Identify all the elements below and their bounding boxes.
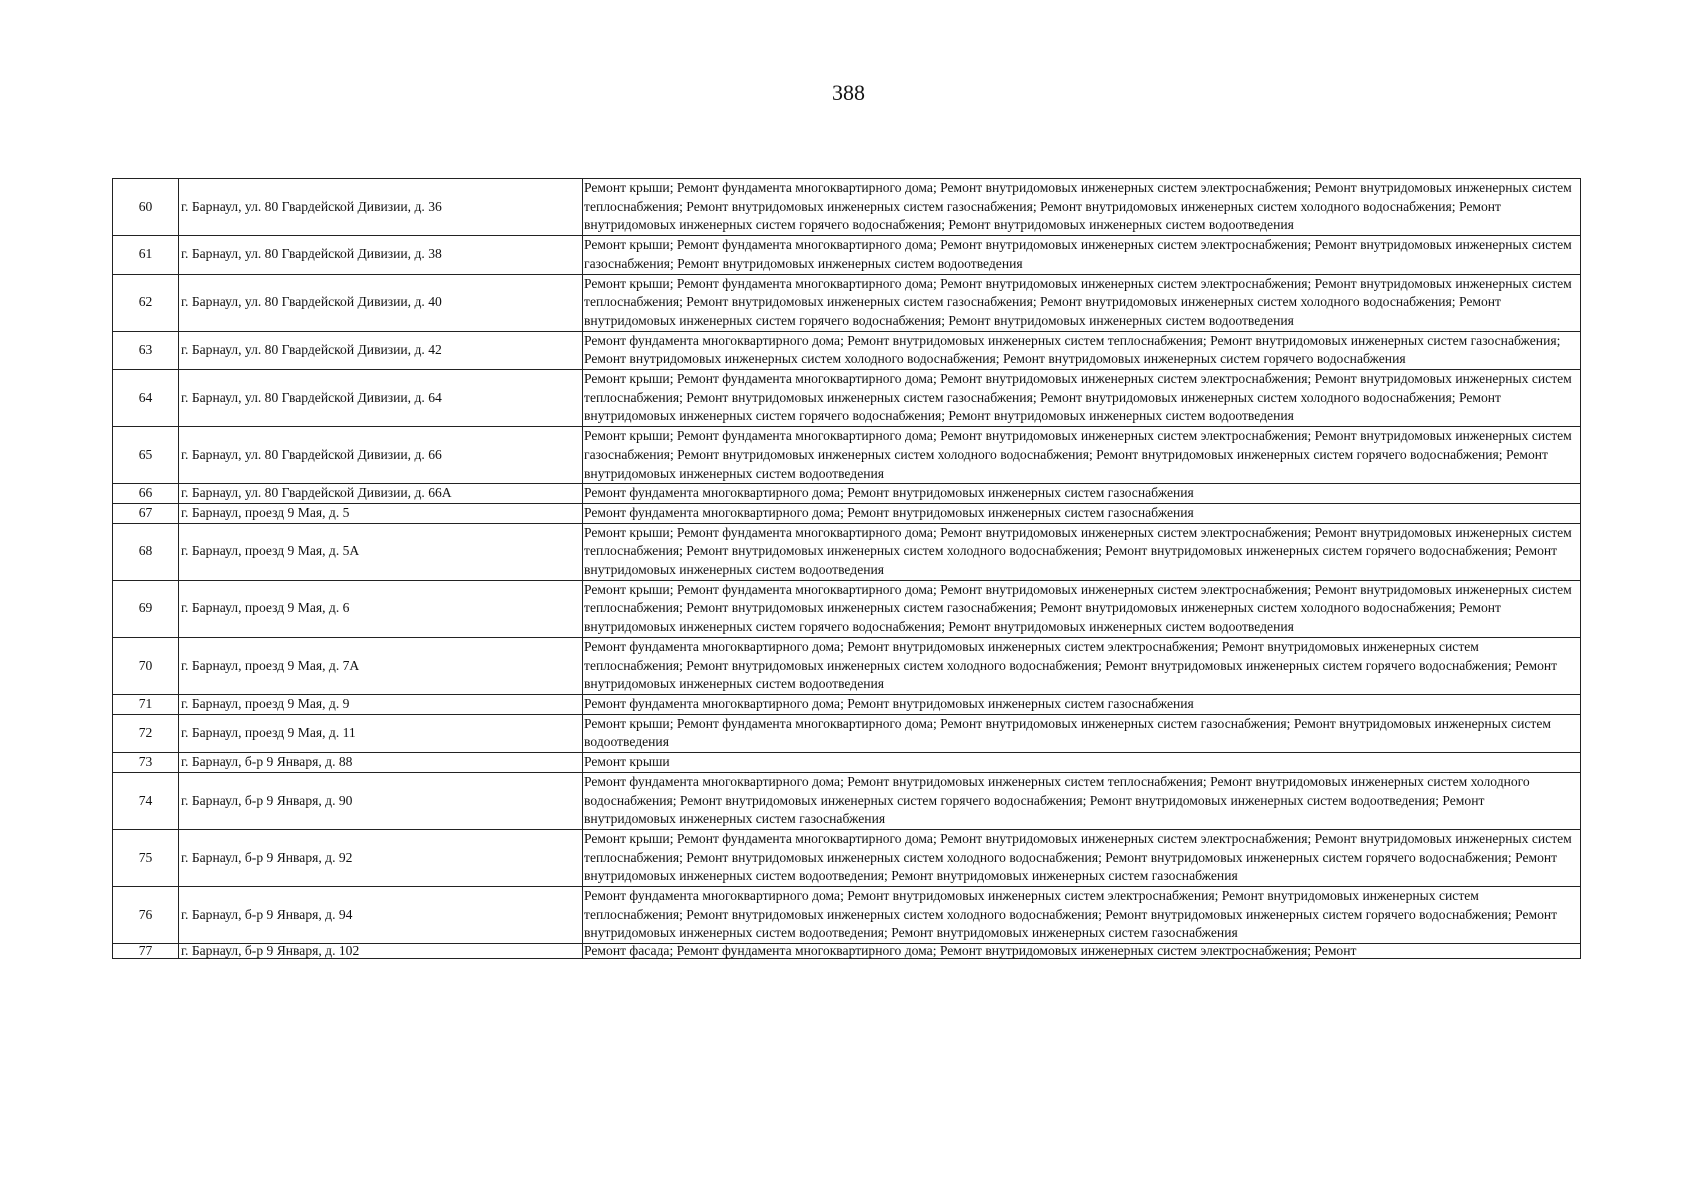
table-row bbox=[113, 694, 1581, 714]
row-number: 66 bbox=[113, 484, 179, 504]
row-number: 71 bbox=[113, 694, 179, 714]
row-works: Ремонт крыши; Ремонт фундамента многоквартирного дома; Ремонт внутридомовых инженерных систем электроснабжения; Ремонт внутридомовых инженерных систем теплоснабжения; Ремонт внутридомовых инженерных систем газоснабжения; Ремонт внутридомовых инженерных систем холодного водоснабжения; Ремонт внутридомовых инженерных систем горячего водоснабжения; Ремонт внутридомовых инженерных систем водоотведения bbox=[583, 580, 1581, 637]
row-address: г. Барнаул, ул. 80 Гвардейской Дивизии, д. 66 bbox=[179, 427, 583, 484]
row-number: 75 bbox=[113, 829, 179, 886]
table-row bbox=[113, 523, 1581, 580]
row-number: 72 bbox=[113, 714, 179, 752]
row-works: Ремонт крыши bbox=[583, 753, 1581, 773]
row-works: Ремонт крыши; Ремонт фундамента многоквартирного дома; Ремонт внутридомовых инженерных систем электроснабжения; Ремонт внутридомовых инженерных систем теплоснабжения; Ремонт внутридомовых инженерных систем газоснабжения; Ремонт внутридомовых инженерных систем холодного водоснабжения; Ремонт внутридомовых инженерных систем горячего водоснабжения; Ремонт внутридомовых инженерных систем водоотведения bbox=[583, 370, 1581, 427]
table-row bbox=[113, 637, 1581, 694]
table-row bbox=[113, 714, 1581, 752]
row-number: 60 bbox=[113, 179, 179, 236]
table-row bbox=[113, 753, 1581, 773]
row-address: г. Барнаул, ул. 80 Гвардейской Дивизии, д. 38 bbox=[179, 236, 583, 274]
row-number: 63 bbox=[113, 331, 179, 369]
row-works: Ремонт фундамента многоквартирного дома; Ремонт внутридомовых инженерных систем газоснабжения bbox=[583, 503, 1581, 523]
row-works: Ремонт фундамента многоквартирного дома; Ремонт внутридомовых инженерных систем электроснабжения; Ремонт внутридомовых инженерных систем теплоснабжения; Ремонт внутридомовых инженерных систем холодного водоснабжения; Ремонт внутридомовых инженерных систем горячего водоснабжения; Ремонт внутридомовых инженерных систем водоотведения; Ремонт внутридомовых инженерных систем газоснабжения bbox=[583, 887, 1581, 944]
table-row bbox=[113, 829, 1581, 886]
row-number: 74 bbox=[113, 772, 179, 829]
row-address: г. Барнаул, проезд 9 Мая, д. 7А bbox=[179, 637, 583, 694]
row-number: 77 bbox=[113, 944, 179, 959]
row-works: Ремонт фасада; Ремонт фундамента многоквартирного дома; Ремонт внутридомовых инженерных систем электроснабжения; Ремонт bbox=[583, 944, 1581, 959]
row-works: Ремонт фундамента многоквартирного дома; Ремонт внутридомовых инженерных систем теплоснабжения; Ремонт внутридомовых инженерных систем холодного водоснабжения; Ремонт внутридомовых инженерных систем горячего водоснабжения; Ремонт внутридомовых инженерных систем водоотведения; Ремонт внутридомовых инженерных систем газоснабжения bbox=[583, 772, 1581, 829]
table-row bbox=[113, 887, 1581, 944]
row-number: 62 bbox=[113, 274, 179, 331]
row-address: г. Барнаул, проезд 9 Мая, д. 11 bbox=[179, 714, 583, 752]
row-number: 69 bbox=[113, 580, 179, 637]
row-address: г. Барнаул, б-р 9 Января, д. 88 bbox=[179, 753, 583, 773]
table-row bbox=[113, 236, 1581, 274]
row-number: 67 bbox=[113, 503, 179, 523]
row-works: Ремонт крыши; Ремонт фундамента многоквартирного дома; Ремонт внутридомовых инженерных систем электроснабжения; Ремонт внутридомовых инженерных систем газоснабжения; Ремонт внутридомовых инженерных систем водоотведения bbox=[583, 236, 1581, 274]
row-address: г. Барнаул, ул. 80 Гвардейской Дивизии, д. 66А bbox=[179, 484, 583, 504]
table-row bbox=[113, 179, 1581, 236]
table-row bbox=[113, 503, 1581, 523]
row-address: г. Барнаул, б-р 9 Января, д. 90 bbox=[179, 772, 583, 829]
table-row bbox=[113, 427, 1581, 484]
row-works: Ремонт фундамента многоквартирного дома; Ремонт внутридомовых инженерных систем газоснабжения bbox=[583, 484, 1581, 504]
table-row bbox=[113, 944, 1581, 959]
row-address: г. Барнаул, проезд 9 Мая, д. 5 bbox=[179, 503, 583, 523]
table-row bbox=[113, 274, 1581, 331]
page-number: 388 bbox=[832, 80, 865, 105]
row-number: 68 bbox=[113, 523, 179, 580]
row-number: 61 bbox=[113, 236, 179, 274]
table-row bbox=[113, 772, 1581, 829]
row-works: Ремонт фундамента многоквартирного дома; Ремонт внутридомовых инженерных систем электроснабжения; Ремонт внутридомовых инженерных систем теплоснабжения; Ремонт внутридомовых инженерных систем холодного водоснабжения; Ремонт внутридомовых инженерных систем горячего водоснабжения; Ремонт внутридомовых инженерных систем водоотведения bbox=[583, 637, 1581, 694]
repair-works-table bbox=[112, 178, 1581, 959]
row-address: г. Барнаул, б-р 9 Января, д. 94 bbox=[179, 887, 583, 944]
table-row bbox=[113, 370, 1581, 427]
row-works: Ремонт крыши; Ремонт фундамента многоквартирного дома; Ремонт внутридомовых инженерных систем электроснабжения; Ремонт внутридомовых инженерных систем теплоснабжения; Ремонт внутридомовых инженерных систем газоснабжения; Ремонт внутридомовых инженерных систем холодного водоснабжения; Ремонт внутридомовых инженерных систем горячего водоснабжения; Ремонт внутридомовых инженерных систем водоотведения bbox=[583, 179, 1581, 236]
row-address: г. Барнаул, б-р 9 Января, д. 92 bbox=[179, 829, 583, 886]
row-address: г. Барнаул, ул. 80 Гвардейской Дивизии, д. 36 bbox=[179, 179, 583, 236]
row-works: Ремонт фундамента многоквартирного дома; Ремонт внутридомовых инженерных систем теплоснабжения; Ремонт внутридомовых инженерных систем газоснабжения; Ремонт внутридомовых инженерных систем холодного водоснабжения; Ремонт внутридомовых инженерных систем горячего водоснабжения bbox=[583, 331, 1581, 369]
table-row bbox=[113, 484, 1581, 504]
row-works: Ремонт крыши; Ремонт фундамента многоквартирного дома; Ремонт внутридомовых инженерных систем электроснабжения; Ремонт внутридомовых инженерных систем теплоснабжения; Ремонт внутридомовых инженерных систем холодного водоснабжения; Ремонт внутридомовых инженерных систем горячего водоснабжения; Ремонт внутридомовых инженерных систем водоотведения; Ремонт внутридомовых инженерных систем газоснабжения bbox=[583, 829, 1581, 886]
row-works: Ремонт фундамента многоквартирного дома; Ремонт внутридомовых инженерных систем газоснабжения bbox=[583, 694, 1581, 714]
row-address: г. Барнаул, проезд 9 Мая, д. 6 bbox=[179, 580, 583, 637]
row-number: 70 bbox=[113, 637, 179, 694]
row-address: г. Барнаул, ул. 80 Гвардейской Дивизии, д. 64 bbox=[179, 370, 583, 427]
row-address: г. Барнаул, проезд 9 Мая, д. 9 bbox=[179, 694, 583, 714]
row-works: Ремонт крыши; Ремонт фундамента многоквартирного дома; Ремонт внутридомовых инженерных систем газоснабжения; Ремонт внутридомовых инженерных систем водоотведения bbox=[583, 714, 1581, 752]
row-address: г. Барнаул, ул. 80 Гвардейской Дивизии, д. 40 bbox=[179, 274, 583, 331]
row-number: 64 bbox=[113, 370, 179, 427]
table-row bbox=[113, 580, 1581, 637]
row-number: 73 bbox=[113, 753, 179, 773]
row-number: 65 bbox=[113, 427, 179, 484]
row-address: г. Барнаул, б-р 9 Января, д. 102 bbox=[179, 944, 583, 959]
row-works: Ремонт крыши; Ремонт фундамента многоквартирного дома; Ремонт внутридомовых инженерных систем электроснабжения; Ремонт внутридомовых инженерных систем теплоснабжения; Ремонт внутридомовых инженерных систем холодного водоснабжения; Ремонт внутридомовых инженерных систем горячего водоснабжения; Ремонт внутридомовых инженерных систем водоотведения bbox=[583, 523, 1581, 580]
row-number: 76 bbox=[113, 887, 179, 944]
row-works: Ремонт крыши; Ремонт фундамента многоквартирного дома; Ремонт внутридомовых инженерных систем электроснабжения; Ремонт внутридомовых инженерных систем газоснабжения; Ремонт внутридомовых инженерных систем холодного водоснабжения; Ремонт внутридомовых инженерных систем горячего водоснабжения; Ремонт внутридомовых инженерных систем водоотведения bbox=[583, 427, 1581, 484]
row-address: г. Барнаул, ул. 80 Гвардейской Дивизии, д. 42 bbox=[179, 331, 583, 369]
row-works: Ремонт крыши; Ремонт фундамента многоквартирного дома; Ремонт внутридомовых инженерных систем электроснабжения; Ремонт внутридомовых инженерных систем теплоснабжения; Ремонт внутридомовых инженерных систем газоснабжения; Ремонт внутридомовых инженерных систем холодного водоснабжения; Ремонт внутридомовых инженерных систем горячего водоснабжения; Ремонт внутридомовых инженерных систем водоотведения bbox=[583, 274, 1581, 331]
row-address: г. Барнаул, проезд 9 Мая, д. 5А bbox=[179, 523, 583, 580]
table-row bbox=[113, 331, 1581, 369]
table-body bbox=[113, 179, 1581, 959]
